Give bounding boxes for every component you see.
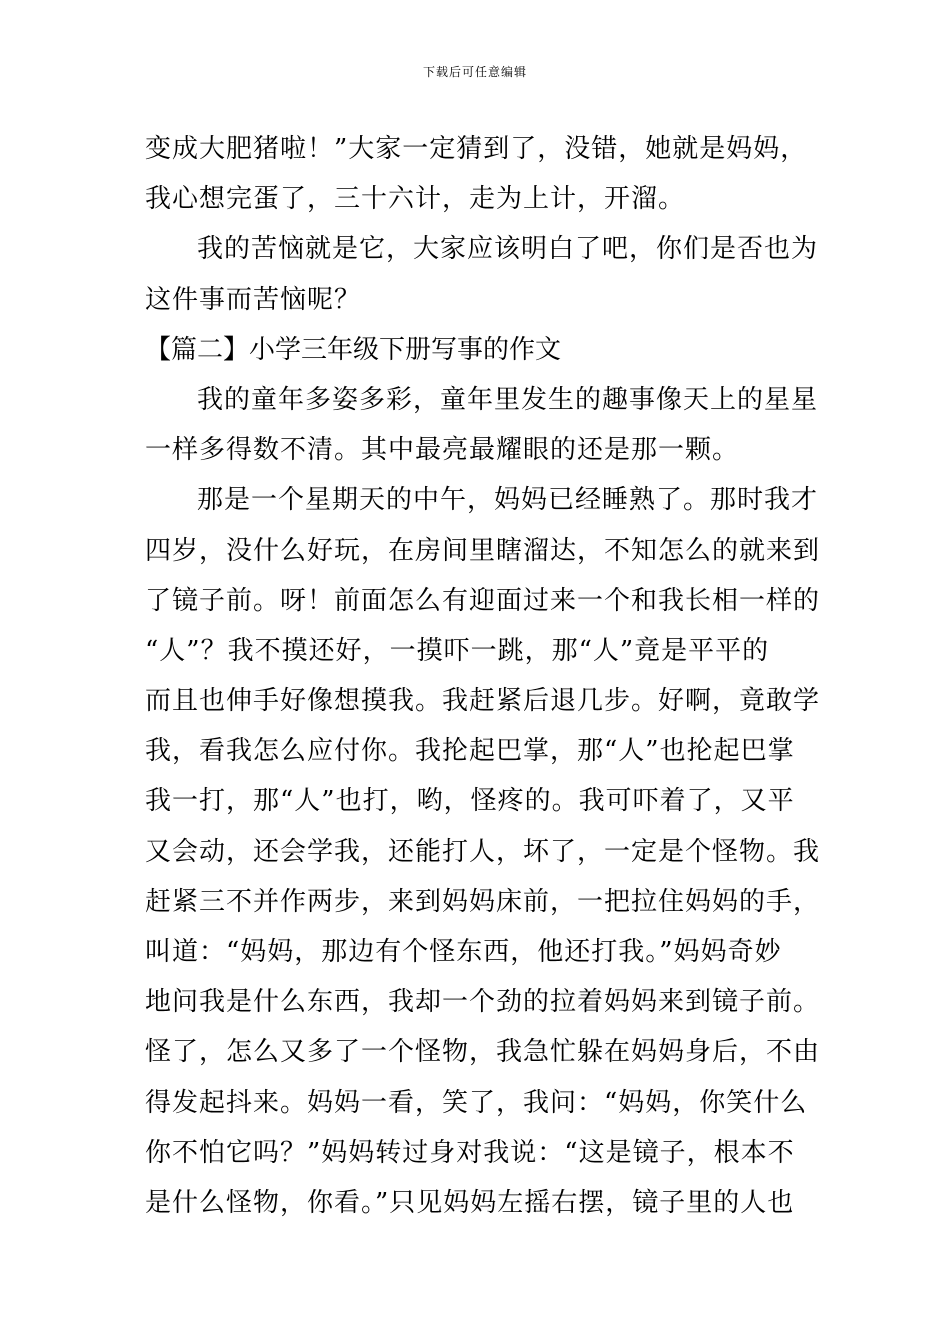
text-line: 我的苦恼就是它，大家应该明白了吧，你们是否也为 bbox=[197, 234, 819, 265]
text-line: 怪了，怎么又多了一个怪物，我急忙躲在妈妈身后，不由 bbox=[145, 1037, 821, 1068]
text-line: 得发起抖来。妈妈一看，笑了，我问：“妈妈，你笑什么 bbox=[145, 1087, 808, 1118]
text-line: 又会动，还会学我，还能打人，坏了，一定是个怪物。我 bbox=[145, 836, 821, 867]
page-header: 下载后可任意编辑 bbox=[422, 65, 527, 79]
text-line: 而且也伸手好像想摸我。我赶紧后退几步。好啊，竟敢学 bbox=[145, 686, 821, 717]
text-line: 我心想完蛋了，三十六计，走为上计，开溜。 bbox=[145, 184, 686, 215]
text-line: 这件事而苦恼呢？ bbox=[145, 284, 362, 315]
text-line: 你不怕它吗？”妈妈转过身对我说：“这是镜子，根本不 bbox=[145, 1137, 795, 1168]
text-line: 一样多得数不清。其中最亮最耀眼的还是那一颗。 bbox=[145, 435, 740, 466]
text-line: 了镜子前。呀！前面怎么有迎面过来一个和我长相一样的 bbox=[145, 585, 821, 616]
text-line: 是什么怪物，你看。”只见妈妈左摇右摆，镜子里的人也 bbox=[145, 1187, 795, 1218]
text-line: 叫道：“妈妈，那边有个怪东西，他还打我。”妈妈奇妙 bbox=[145, 937, 782, 967]
text-line: 地问我是什么东西，我却一个劲的拉着妈妈来到镜子前。 bbox=[145, 987, 821, 1018]
document-body bbox=[145, 124, 821, 1228]
text-line: 四岁，没什么好玩，在房间里瞎溜达，不知怎么的就来到 bbox=[145, 535, 821, 566]
text-line: 变成大肥猪啦！”大家一定猜到了，没错，她就是妈妈， bbox=[145, 134, 808, 164]
text-line: 赶紧三不并作两步，来到妈妈床前，一把拉住妈妈的手， bbox=[145, 886, 821, 917]
text-line: 我，看我怎么应付你。我抡起巴掌，那“人”也抡起巴掌 bbox=[145, 736, 795, 767]
text-line: “人”？我不摸还好，一摸吓一跳，那“人”竟是平平的 bbox=[145, 635, 770, 666]
text-line: 我的童年多姿多彩，童年里发生的趣事像天上的星星 bbox=[197, 384, 819, 415]
section-heading: 【篇二】小学三年级下册写事的作文 bbox=[145, 334, 562, 365]
text-line: 我一打，那“人”也打，哟，怪疼的。我可吓着了，又平 bbox=[145, 786, 795, 817]
text-line: 那是一个星期天的中午，妈妈已经睡熟了。那时我才 bbox=[197, 485, 819, 516]
